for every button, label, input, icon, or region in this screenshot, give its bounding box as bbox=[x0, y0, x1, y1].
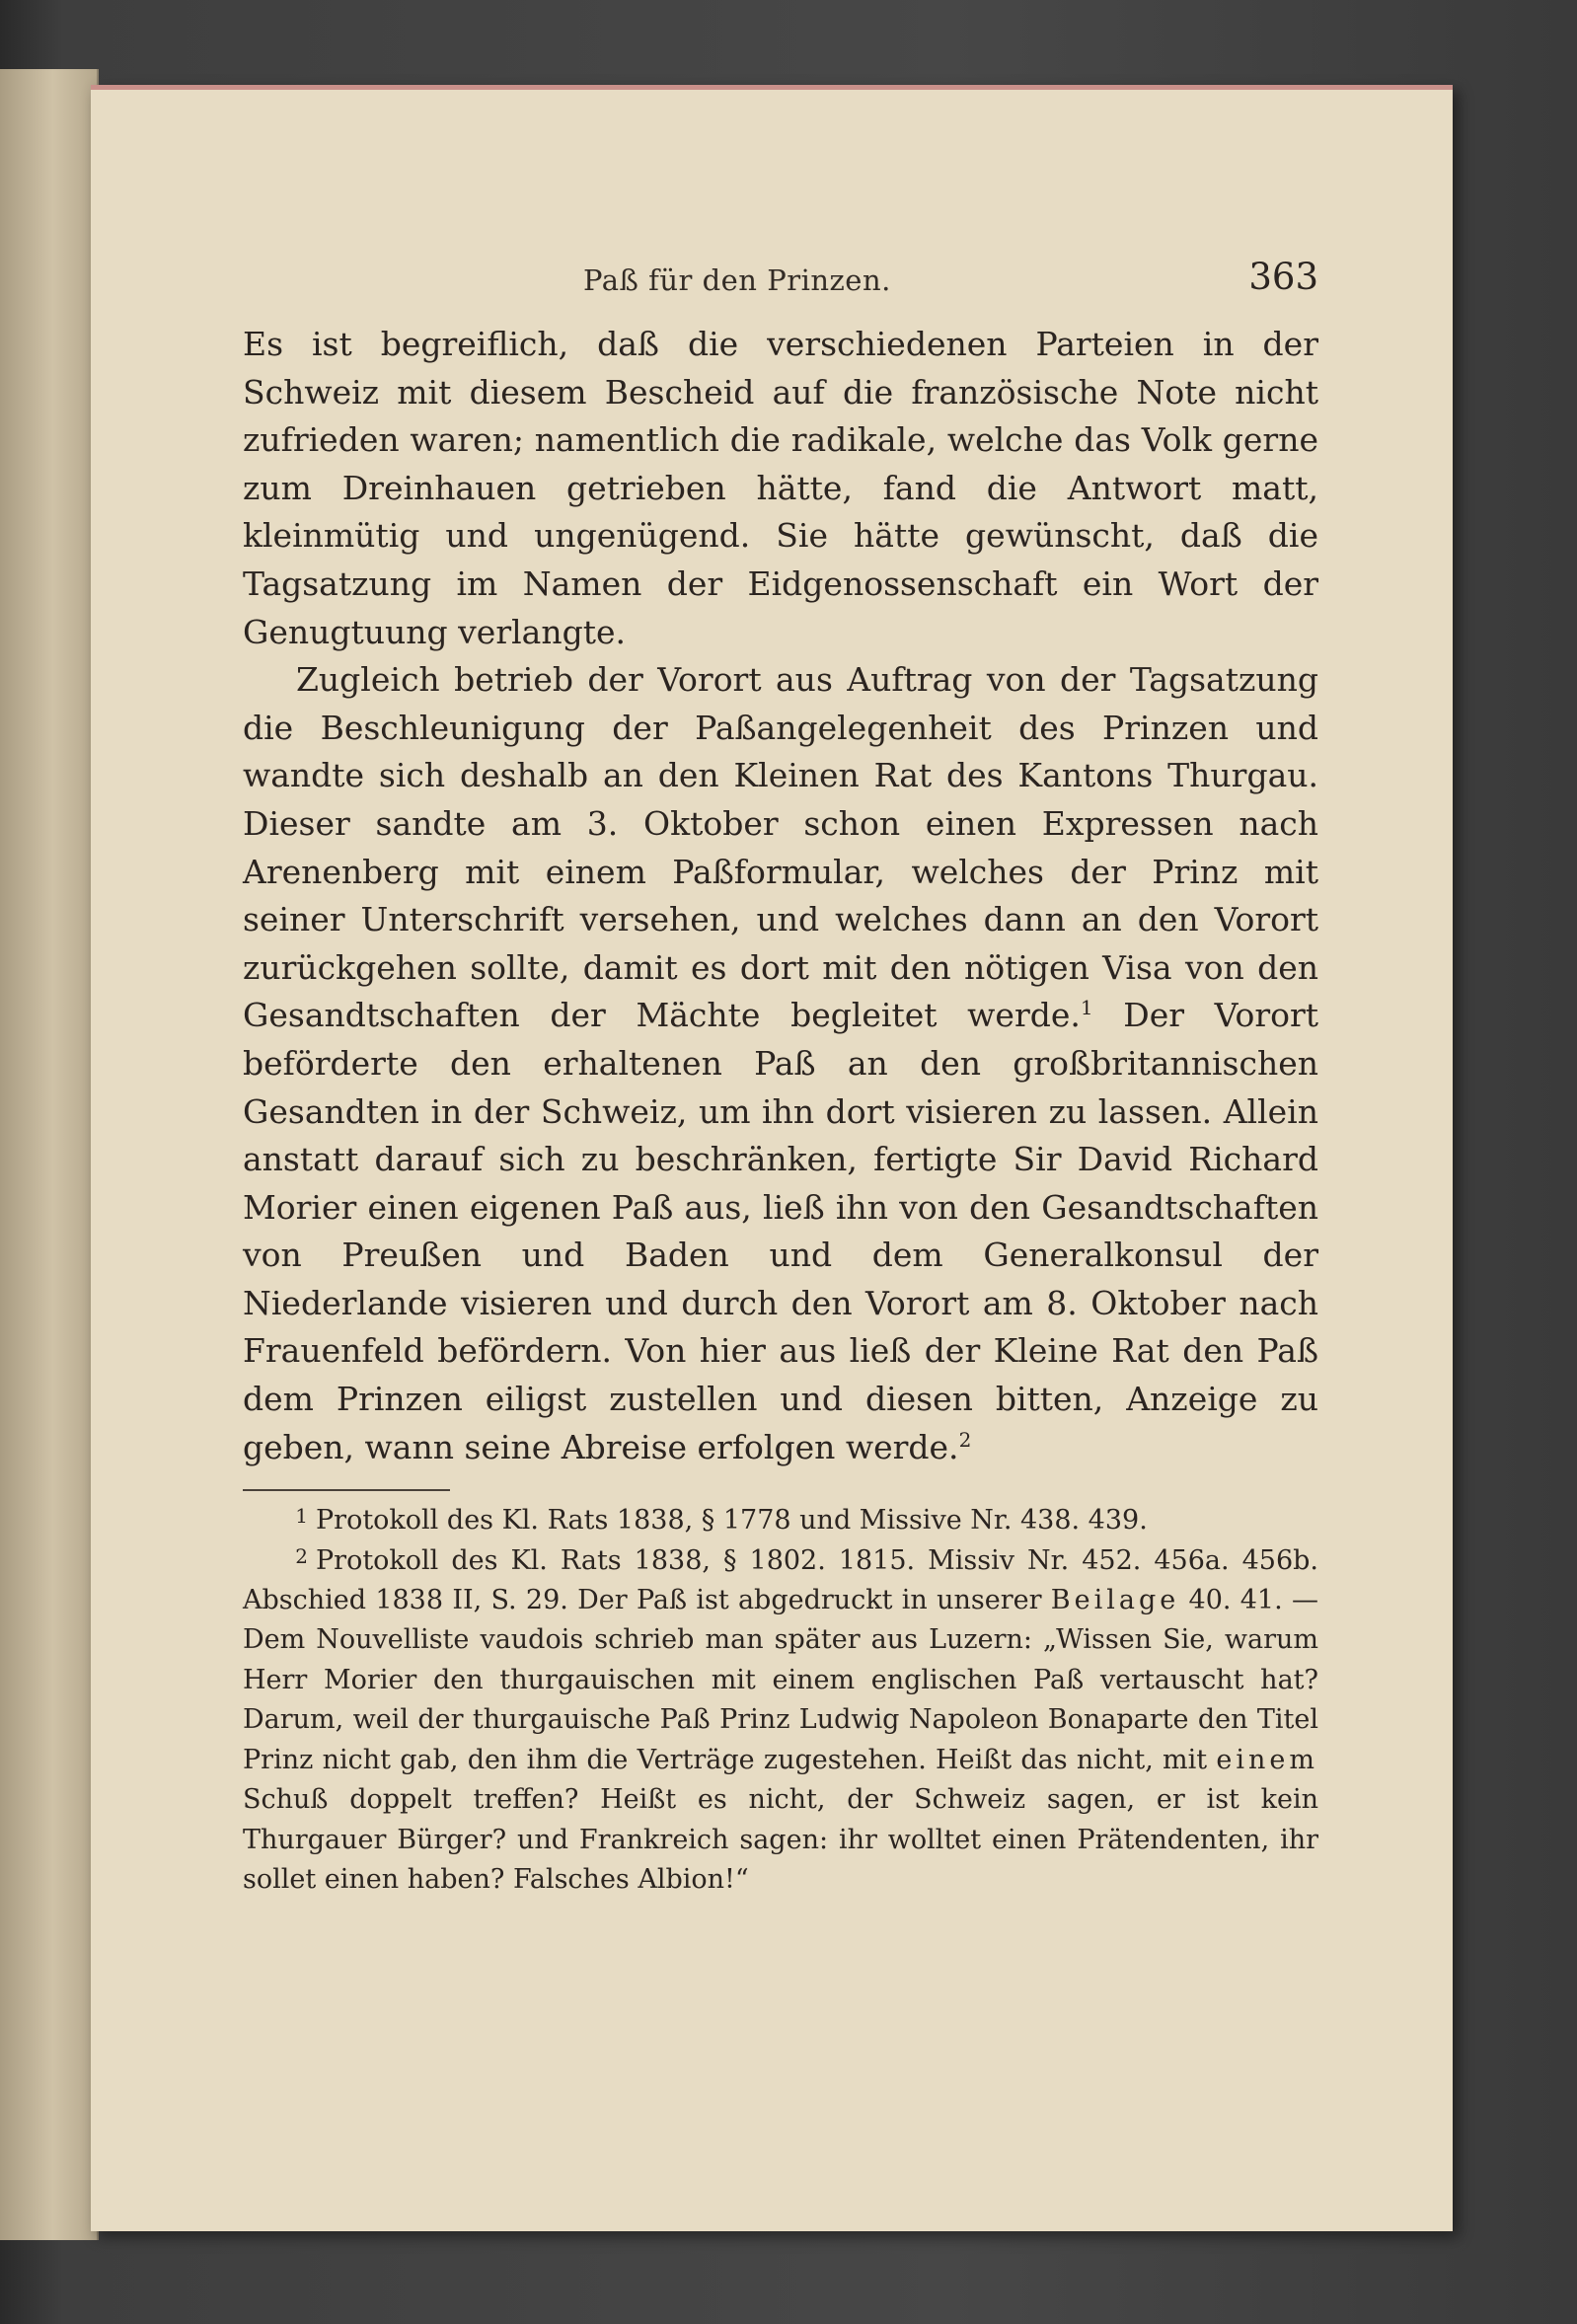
footnote-text: Protokoll des Kl. Rats 1838, § 1802. 1815. Missiv Nr. 452. 456a. 456b. Abschied 1838 II, S. 29. Der Paß ist abgedruckt in unserer bbox=[243, 1544, 1318, 1616]
footnote bbox=[243, 1501, 1318, 1540]
footnote-mark: 1 bbox=[295, 1504, 308, 1529]
paragraph bbox=[243, 656, 1318, 1471]
footnote-mark: 2 bbox=[295, 1543, 308, 1568]
footnote-text: 40. 41. — Dem Nouvelliste vaudois schrieb man später aus Luzern: „Wissen Sie, warum Herr Morier den thurgauischen mit einem englischen Paß vertauscht hat? Darum, weil der thurgauische Paß Prinz Ludwig Napoleon Bonaparte den Titel Prinz nicht gab, den ihm die Verträge zugestehen. Heißt das nicht, mit bbox=[243, 1585, 1318, 1775]
footnote-emphasis: einem bbox=[1216, 1744, 1318, 1775]
body-text bbox=[243, 321, 1318, 1471]
paragraph-text: Zugleich betrieb der Vorort aus Auftrag von der Tagsatzung die Beschleunigung der Paßangelegenheit des Prinzen und wandte sich deshalb an den Kleinen Rat des Kantons Thurgau. Dieser sandte am 3. Oktober schon einen Expressen nach Arenenberg mit einem Paßformular, welches der Prinz mit seiner Unterschrift versehen, und welches dann an den Vorort zurückgehen sollte, damit es dort mit den nötigen Visa von den Gesandtschaften der Mächte begleitet werde. bbox=[243, 660, 1318, 1035]
paragraph bbox=[243, 321, 1318, 656]
book-page bbox=[91, 85, 1453, 2231]
facing-page-edge bbox=[0, 69, 99, 2240]
footnote-divider bbox=[243, 1489, 450, 1491]
page-number: 363 bbox=[1248, 256, 1318, 298]
footnote bbox=[243, 1541, 1318, 1901]
footnote-text: Protokoll des Kl. Rats 1838, § 1778 und Missive Nr. 438. 439. bbox=[316, 1505, 1148, 1537]
footnote-text: Schuß doppelt treffen? Heißt es nicht, der Schweiz sagen, er ist kein Thurgauer Bürger? und Frankreich sagen: ihr wolltet einen Prätendenten, ihr sollet einen haben? Falsches Albion!“ bbox=[243, 1784, 1318, 1895]
running-title: Paß für den Prinzen. bbox=[583, 263, 891, 297]
paragraph-text: Es ist begreiflich, daß die verschiedenen Parteien in der Schweiz mit diesem Bescheid auf die französische Note nicht zufrieden waren; namentlich die radikale, welche das Volk gerne zum Dreinhauen getrieben hätte, fand die Antwort matt, kleinmütig und ungenügend. Sie hätte gewünscht, daß die Tagsatzung im Namen der Eidgenossenschaft ein Wort der Genugtuung verlangte. bbox=[243, 325, 1318, 651]
footnotes bbox=[243, 1501, 1318, 1900]
page-content bbox=[243, 256, 1318, 1900]
paragraph-text: Der Vorort beförderte den erhaltenen Paß an den großbritannischen Gesandten in der Schweiz, um ihn dort visieren zu lassen. Allein anstatt darauf sich zu beschränken, fertigte Sir David Richard Morier einen eigenen Paß aus, ließ ihn von den Gesandtschaften von Preußen und Baden und dem Generalkonsul der Niederlande visieren und durch den Vorort am 8. Oktober nach Frauenfeld befördern. Von hier aus ließ der Kleine Rat den Paß dem Prinzen eiligst zustellen und diesen bitten, Anzeige zu geben, wann seine Abreise erfolgen werde. bbox=[243, 996, 1318, 1466]
footnote-reference: 1 bbox=[1080, 996, 1093, 1020]
footnote-emphasis: Beilage bbox=[1050, 1585, 1180, 1616]
running-head bbox=[243, 256, 1318, 311]
footnote-reference: 2 bbox=[958, 1427, 972, 1452]
